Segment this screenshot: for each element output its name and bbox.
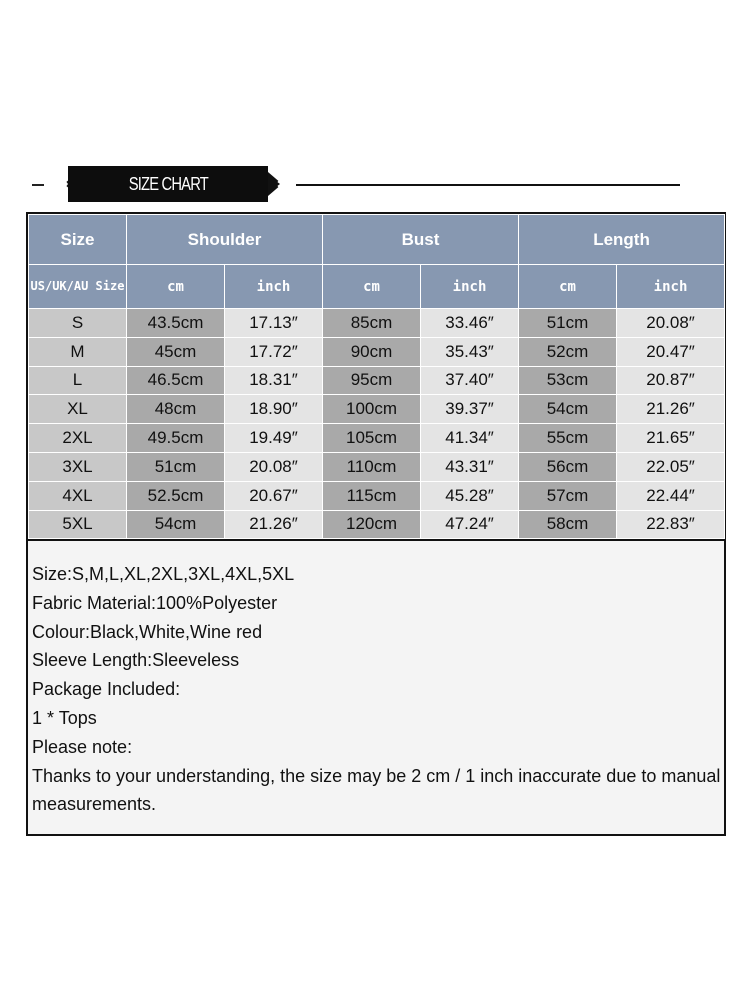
inch-cell: 37.40″ [421,366,519,395]
inch-cell: 20.47″ [617,337,725,366]
cm-cell: 52cm [519,337,617,366]
inch-cell: 22.44″ [617,481,725,510]
table-unit-row [29,265,725,309]
cm-cell: 48cm [127,395,225,424]
size-cell: 2XL [29,424,127,453]
cm-cell: 57cm [519,481,617,510]
inch-cell: 21.26″ [617,395,725,424]
banner-dash [32,184,44,186]
table-row [29,337,725,366]
size-chart-banner [26,160,726,208]
note-line: Size:S,M,L,XL,2XL,3XL,4XL,5XL [32,564,295,584]
banner-box [68,166,268,202]
note-line: 1 * Tops [32,707,97,728]
inch-cell: 20.87″ [617,366,725,395]
header-unit: inch [617,265,725,309]
note-line: Fabric Material:100%Polyester [32,592,278,613]
cm-cell: 51cm [519,309,617,338]
cm-cell: 115cm [323,481,421,510]
inch-cell: 20.08″ [617,309,725,338]
size-chart-box [26,212,726,836]
cm-cell: 110cm [323,452,421,481]
cm-cell: 105cm [323,424,421,453]
table-row [29,481,725,510]
cm-cell: 51cm [127,452,225,481]
inch-cell: 43.31″ [421,452,519,481]
header-size: Size [29,215,127,265]
inch-cell: 20.08″ [225,452,323,481]
cm-cell: 46.5cm [127,366,225,395]
inch-cell: 18.31″ [225,366,323,395]
inch-cell: 20.67″ [225,481,323,510]
inch-cell: 33.46″ [421,309,519,338]
size-cell: S [29,309,127,338]
inch-cell: 17.72″ [225,337,323,366]
header-region-size: US/UK/AU Size [29,265,127,309]
header-length: Length [519,215,725,265]
header-bust: Bust [323,215,519,265]
cm-cell: 120cm [323,510,421,539]
cm-cell: 52.5cm [127,481,225,510]
cm-cell: 45cm [127,337,225,366]
cm-cell: 53cm [519,366,617,395]
note-line: Colour:Black,White,Wine red [32,621,263,642]
cm-cell: 95cm [323,366,421,395]
header-unit: inch [421,265,519,309]
cm-cell: 43.5cm [127,309,225,338]
cm-cell: 55cm [519,424,617,453]
table-row [29,309,725,338]
cm-cell: 56cm [519,452,617,481]
header-shoulder: Shoulder [127,215,323,265]
inch-cell: 21.26″ [225,510,323,539]
note-line: Please note: [32,736,133,757]
inch-cell: 35.43″ [421,337,519,366]
cm-cell: 58cm [519,510,617,539]
table-row [29,395,725,424]
inch-cell: 17.13″ [225,309,323,338]
inch-cell: 22.83″ [617,510,725,539]
header-unit: inch [225,265,323,309]
inch-cell: 45.28″ [421,481,519,510]
size-cell: XL [29,395,127,424]
cm-cell: 85cm [323,309,421,338]
banner-rule [296,184,680,186]
table-row [29,424,725,453]
note-line: Thanks to your understanding, the size may be 2 cm / 1 inch inaccurate due to manual measurements. [32,765,721,815]
inch-cell: 22.05″ [617,452,725,481]
table-row [29,452,725,481]
inch-cell: 39.37″ [421,395,519,424]
cm-cell: 49.5cm [127,424,225,453]
inch-cell: 18.90″ [225,395,323,424]
size-cell: 3XL [29,452,127,481]
cm-cell: 54cm [519,395,617,424]
note-line: Package Included: [32,679,181,700]
size-table [28,214,725,539]
cm-cell: 90cm [323,337,421,366]
inch-cell: 47.24″ [421,510,519,539]
cm-cell: 100cm [323,395,421,424]
table-row [29,510,725,539]
note-line: Sleeve Length:Sleeveless [32,650,240,671]
table-row [29,366,725,395]
header-unit: cm [519,265,617,309]
header-unit: cm [127,265,225,309]
size-cell: L [29,366,127,395]
banner-arrow [272,178,280,190]
table-body [29,309,725,539]
product-notes [32,560,722,819]
cm-cell: 54cm [127,510,225,539]
inch-cell: 41.34″ [421,424,519,453]
header-unit: cm [323,265,421,309]
size-cell: 5XL [29,510,127,539]
inch-cell: 19.49″ [225,424,323,453]
inch-cell: 21.65″ [617,424,725,453]
banner-title: SIZE CHART [128,173,208,194]
size-cell: 4XL [29,481,127,510]
size-cell: M [29,337,127,366]
table-bottom-rule [28,539,724,541]
table-header-row [29,215,725,265]
